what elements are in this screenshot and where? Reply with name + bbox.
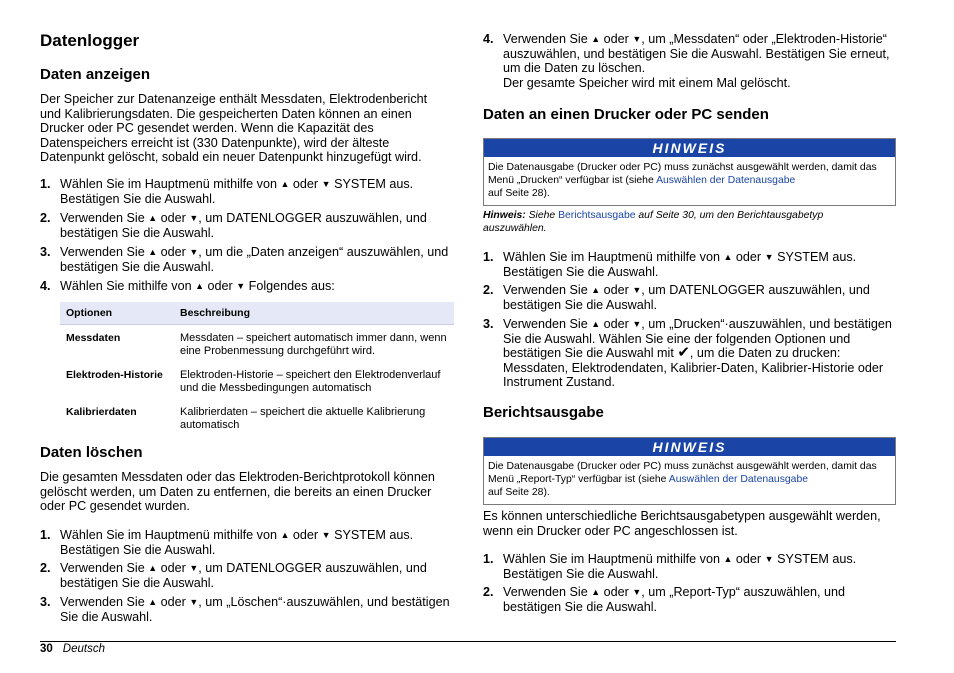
down-arrow-icon: ▼ (236, 281, 246, 291)
note-text: Die Datenausgabe (Drucker oder PC) muss zunächst ausgewählt werden, damit das Menü „Drucken“ verfügbar ist (siehe Auswählen der Datenausgabe auf Seite 28). (488, 162, 877, 199)
up-arrow-icon: ▲ (591, 34, 601, 44)
page-number: 30 (40, 643, 53, 655)
list-item: 1. Wählen Sie im Hauptmenü mithilfe von ▲ oder ▼ SYSTEM aus. Bestätigen Sie die Auswahl. (483, 250, 857, 279)
checkmark-icon: ✔ (677, 344, 690, 362)
intro-daten-anzeigen: Der Speicher zur Datenanzeige enthält Messdaten, Elektrodenbericht und Kalibrierungsdaten. Die gespeicherten Daten können an einen Drucker oder PC gesendet werden. Wenn die Kapazität des Datenspeichers erreicht ist (330 Datenpunkte), wird der älteste Datenpunkt gelöscht, sobald ein neuer Datenpunkt hinzugefügt wird. (40, 92, 428, 165)
down-arrow-icon: ▼ (632, 285, 642, 295)
list-item: 1. Wählen Sie im Hauptmenü mithilfe von ▲ oder ▼ SYSTEM aus. Bestätigen Sie die Auswahl. (40, 177, 414, 206)
up-arrow-icon: ▲ (195, 281, 205, 291)
page-title: Datenlogger (40, 31, 140, 50)
heading-berichtsausgabe: Berichtsausgabe (483, 404, 604, 421)
down-arrow-icon: ▼ (764, 252, 774, 262)
list-item: 4. Wählen Sie mithilfe von ▲ oder ▼ Folgendes aus: (40, 279, 335, 293)
up-arrow-icon: ▲ (723, 554, 733, 564)
table-row: Elektroden-Historie Elektroden-Historie – speichert den Elektrodenverlauf und die Messbedingungen automatisch (66, 369, 441, 394)
up-arrow-icon: ▲ (280, 530, 290, 540)
up-arrow-icon: ▲ (148, 597, 158, 607)
up-arrow-icon: ▲ (591, 319, 601, 329)
heading-drucker-senden: Daten an einen Drucker oder PC senden (483, 106, 769, 123)
table-row: Messdaten Messdaten – speichert automatisch immer dann, wenn eine Probenmessung durchgeführt wird. (66, 332, 447, 357)
link-auswaehlen-datenausgabe[interactable]: Auswählen der Datenausgabe (668, 474, 808, 485)
list-item: 3. Verwenden Sie ▲ oder ▼, um die „Daten anzeigen“ auszuwählen, und bestätigen Sie die Auswahl. (40, 245, 449, 274)
up-arrow-icon: ▲ (148, 247, 158, 257)
list-item: 3. Verwenden Sie ▲ oder ▼, um „Löschen“·auszuwählen, und bestätigen Sie die Auswahl. (40, 595, 450, 624)
list-item: 2. Verwenden Sie ▲ oder ▼, um DATENLOGGER auszuwählen, und bestätigen Sie die Auswahl. (40, 211, 427, 240)
table-row: Kalibrierdaten Kalibrierdaten – speichert die aktuelle Kalibrierung automatisch (66, 406, 426, 431)
footer (40, 643, 105, 655)
list-item: 3. Verwenden Sie ▲ oder ▼, um „Drucken“·auszuwählen, und bestätigen Sie die Auswahl. Wählen Sie eine der folgenden Optionen und bestätigen Sie die Auswahl mit ✔, um die Daten zu drucken: Messdaten, Elektrodendaten, Kalibrier-Daten, Kalibrier-Historie oder Instrument Zustand. (483, 317, 892, 390)
list-item: 1. Wählen Sie im Hauptmenü mithilfe von ▲ oder ▼ SYSTEM aus. Bestätigen Sie die Auswahl. (483, 552, 857, 581)
up-arrow-icon: ▲ (591, 285, 601, 295)
footer-language: Deutsch (62, 643, 105, 655)
list-item: 2. Verwenden Sie ▲ oder ▼, um DATENLOGGER auszuwählen, und bestätigen Sie die Auswahl. (40, 561, 427, 590)
up-arrow-icon: ▲ (280, 179, 290, 189)
note-box (483, 437, 896, 505)
list-item: 2. Verwenden Sie ▲ oder ▼, um „Report-Typ“ auszuwählen, und bestätigen Sie die Auswahl. (483, 585, 845, 614)
down-arrow-icon: ▼ (764, 554, 774, 564)
down-arrow-icon: ▼ (632, 34, 642, 44)
note-title: HINWEIS (484, 438, 895, 456)
link-auswaehlen-datenausgabe[interactable]: Auswählen der Datenausgabe (656, 175, 796, 186)
note-text: Die Datenausgabe (Drucker oder PC) muss zunächst ausgewählt werden, damit das Menü „Report-Typ“ verfügbar ist (siehe Auswählen der Datenausgabe auf Seite 28). (488, 461, 877, 498)
down-arrow-icon: ▼ (189, 563, 199, 573)
table-header-options: Optionen (60, 302, 174, 325)
down-arrow-icon: ▼ (632, 319, 642, 329)
list-item: 1. Wählen Sie im Hauptmenü mithilfe von ▲ oder ▼ SYSTEM aus. Bestätigen Sie die Auswahl. (40, 528, 414, 557)
down-arrow-icon: ▼ (321, 530, 331, 540)
table-header-description: Beschreibung (174, 302, 454, 325)
up-arrow-icon: ▲ (148, 563, 158, 573)
heading-daten-loeschen: Daten löschen (40, 444, 143, 461)
up-arrow-icon: ▲ (148, 213, 158, 223)
list-item: 2. Verwenden Sie ▲ oder ▼, um DATENLOGGER auszuwählen, und bestätigen Sie die Auswahl. (483, 283, 870, 312)
list-item: 4. Verwenden Sie ▲ oder ▼, um „Messdaten“ oder „Elektroden-Historie“ auszuwählen, und bestätigen Sie die Auswahl. Bestätigen Sie erneut, um die Daten zu löschen. Der gesamte Speicher wird mit einem Mal gelöscht. (483, 32, 890, 90)
options-table (60, 302, 454, 439)
note-title: HINWEIS (484, 139, 895, 157)
footer-divider (40, 641, 896, 642)
up-arrow-icon: ▲ (723, 252, 733, 262)
heading-daten-anzeigen: Daten anzeigen (40, 66, 151, 83)
intro-daten-loeschen: Die gesamten Messdaten oder das Elektroden-Berichtprotokoll können gelöscht werden, um Daten zu entfernen, die bereits an einen Drucker oder PC gesendet wurden. (40, 470, 435, 514)
intro-berichtsausgabe: Es können unterschiedliche Berichtsausgabetypen ausgewählt werden, wenn ein Drucker oder PC angeschlossen ist. (483, 509, 881, 538)
down-arrow-icon: ▼ (632, 587, 642, 597)
down-arrow-icon: ▼ (321, 179, 331, 189)
down-arrow-icon: ▼ (189, 213, 199, 223)
up-arrow-icon: ▲ (591, 587, 601, 597)
down-arrow-icon: ▼ (189, 247, 199, 257)
hinweis-text: Hinweis: Siehe Berichtsausgabe auf Seite 30, um den Berichtausgabetyp auszuwählen. (483, 210, 824, 234)
down-arrow-icon: ▼ (189, 597, 199, 607)
link-berichtsausgabe[interactable]: Berichtsausgabe (558, 210, 636, 221)
note-box (483, 138, 896, 206)
